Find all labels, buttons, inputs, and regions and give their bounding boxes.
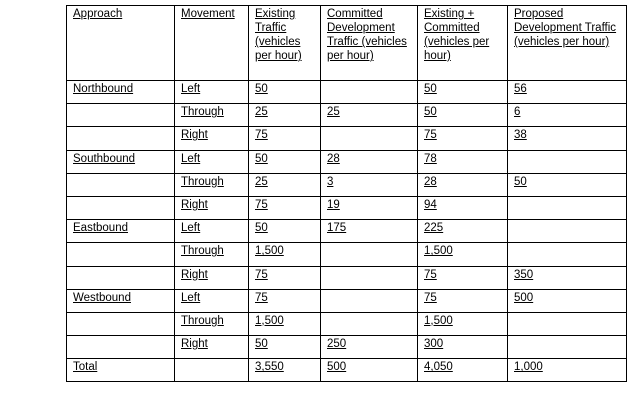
cell-movement [175,220,249,243]
table-row [67,266,627,289]
cell-value: 1,500 [424,314,453,327]
cell-proposed [508,289,627,312]
cell-committed [321,220,418,243]
cell-proposed [508,104,627,127]
cell-value: 4,050 [424,361,453,374]
cell-value: 50 [255,83,268,95]
cell-value: 25 [327,106,340,119]
cell-value: 78 [424,152,437,165]
cell-proposed [508,127,627,150]
header-row [67,6,627,81]
cell-value: 50 [255,222,268,235]
cell-value: 3,550 [255,361,284,374]
cell-value: 1,500 [255,245,284,258]
header-committed-traffic: Committed Development Traffic (vehicles per hour) [321,6,418,81]
cell-value: Left [181,152,201,165]
cell-approach [67,336,175,359]
cell-existing [249,243,321,266]
cell-movement [175,196,249,219]
cell-value: Left [181,222,201,235]
cell-existing [249,104,321,127]
cell-approach [67,312,175,335]
cell-approach [67,81,175,104]
cell-existing [249,220,321,243]
cell-existing-plus-committed [418,336,508,359]
cell-value: 350 [514,268,534,281]
cell-value: 75 [255,291,268,304]
cell-approach [67,150,175,173]
table-row [67,359,627,382]
cell-existing-plus-committed [418,289,508,312]
cell-value: 1,500 [255,314,284,327]
cell-value: 6 [514,106,521,119]
cell-value: Left [181,291,201,304]
cell-value: 75 [424,268,437,281]
cell-value: 300 [424,338,444,351]
cell-value: 1,500 [424,245,453,258]
cell-committed [321,266,418,289]
cell-value: 500 [327,361,347,374]
cell-existing-plus-committed [418,104,508,127]
cell-approach [67,220,175,243]
cell-value: 25 [255,106,268,119]
cell-existing [249,127,321,150]
cell-movement [175,266,249,289]
header-approach: Approach [67,6,175,81]
cell-value: 75 [255,268,268,281]
cell-committed [321,127,418,150]
cell-approach [67,127,175,150]
table-row [67,196,627,219]
header-movement: Movement [175,6,249,81]
cell-value: 56 [514,83,527,95]
cell-committed [321,336,418,359]
table-row [67,289,627,312]
cell-proposed [508,150,627,173]
cell-proposed [508,243,627,266]
cell-existing-plus-committed [418,150,508,173]
cell-value: Through [181,175,224,188]
cell-proposed [508,81,627,104]
cell-proposed [508,173,627,196]
cell-movement [175,359,249,382]
cell-existing-plus-committed [418,81,508,104]
cell-existing [249,336,321,359]
cell-approach [67,266,175,289]
cell-existing [249,173,321,196]
cell-value: 75 [424,129,437,142]
cell-value: 3 [327,175,334,188]
cell-existing-plus-committed [418,359,508,382]
cell-movement [175,127,249,150]
table-row [67,336,627,359]
cell-movement [175,289,249,312]
table-row [67,173,627,196]
cell-committed [321,196,418,219]
cell-committed [321,104,418,127]
cell-approach [67,359,175,382]
cell-movement [175,150,249,173]
table-row [67,220,627,243]
table-body [67,81,627,382]
cell-value: Left [181,83,201,95]
cell-proposed [508,336,627,359]
header-existing-traffic: Existing Traffic (vehicles per hour) [249,6,321,81]
cell-value: Through [181,106,224,119]
cell-existing-plus-committed [418,173,508,196]
cell-value: 50 [424,106,437,119]
cell-approach [67,243,175,266]
cell-proposed [508,196,627,219]
table-row [67,312,627,335]
cell-value: Eastbound [73,222,128,235]
cell-value: 50 [514,175,527,188]
cell-existing-plus-committed [418,312,508,335]
cell-value: Right [181,198,208,211]
cell-existing [249,289,321,312]
header-existing-plus-committed: Existing + Committed (vehicles per hour) [418,6,508,81]
cell-value: Southbound [73,152,136,165]
cell-approach [67,196,175,219]
cell-value: Through [181,314,224,327]
cell-committed [321,289,418,312]
cell-committed [321,312,418,335]
table-row [67,150,627,173]
cell-value: 250 [327,338,347,351]
table-row [67,243,627,266]
cell-movement [175,336,249,359]
cell-movement [175,243,249,266]
cell-value: Right [181,268,208,281]
cell-existing [249,81,321,104]
cell-existing-plus-committed [418,266,508,289]
cell-existing [249,312,321,335]
cell-committed [321,150,418,173]
cell-committed [321,173,418,196]
cell-approach [67,173,175,196]
cell-committed [321,243,418,266]
cell-committed [321,81,418,104]
cell-value: 28 [327,152,340,165]
table-row [67,127,627,150]
cell-existing [249,359,321,382]
cell-value: 28 [424,175,437,188]
cell-value: 25 [255,175,268,188]
cell-existing-plus-committed [418,127,508,150]
cell-proposed [508,312,627,335]
cell-value: 19 [327,198,340,211]
cell-value: Right [181,129,208,142]
table-row [67,81,627,104]
cell-existing-plus-committed [418,220,508,243]
cell-value: 225 [424,222,444,235]
cell-value: 75 [424,291,437,304]
cell-value: 38 [514,129,527,142]
cell-existing [249,196,321,219]
cell-value: 75 [255,198,268,211]
cell-value: Right [181,338,208,351]
cell-value: 1,000 [514,361,543,374]
cell-proposed [508,359,627,382]
cell-value: 50 [255,338,268,351]
cell-approach [67,104,175,127]
cell-movement [175,173,249,196]
cell-value: Northbound [73,83,134,95]
cell-movement [175,312,249,335]
cell-value: 94 [424,198,437,211]
cell-movement [175,104,249,127]
cell-committed [321,359,418,382]
traffic-volume-table [66,5,627,382]
cell-value: 175 [327,222,347,235]
cell-value: 75 [255,129,268,142]
cell-proposed [508,266,627,289]
table-row [67,104,627,127]
cell-approach [67,289,175,312]
cell-proposed [508,220,627,243]
cell-value: Westbound [73,291,131,304]
cell-value: 50 [424,83,437,95]
cell-value: Total [73,361,98,374]
cell-existing [249,266,321,289]
cell-value: Through [181,245,224,258]
cell-movement [175,81,249,104]
cell-value: 50 [255,152,268,165]
cell-existing-plus-committed [418,243,508,266]
cell-value: 500 [514,291,534,304]
header-proposed-traffic: Proposed Development Traffic (vehicles per hour) [508,6,627,81]
cell-existing [249,150,321,173]
cell-existing-plus-committed [418,196,508,219]
